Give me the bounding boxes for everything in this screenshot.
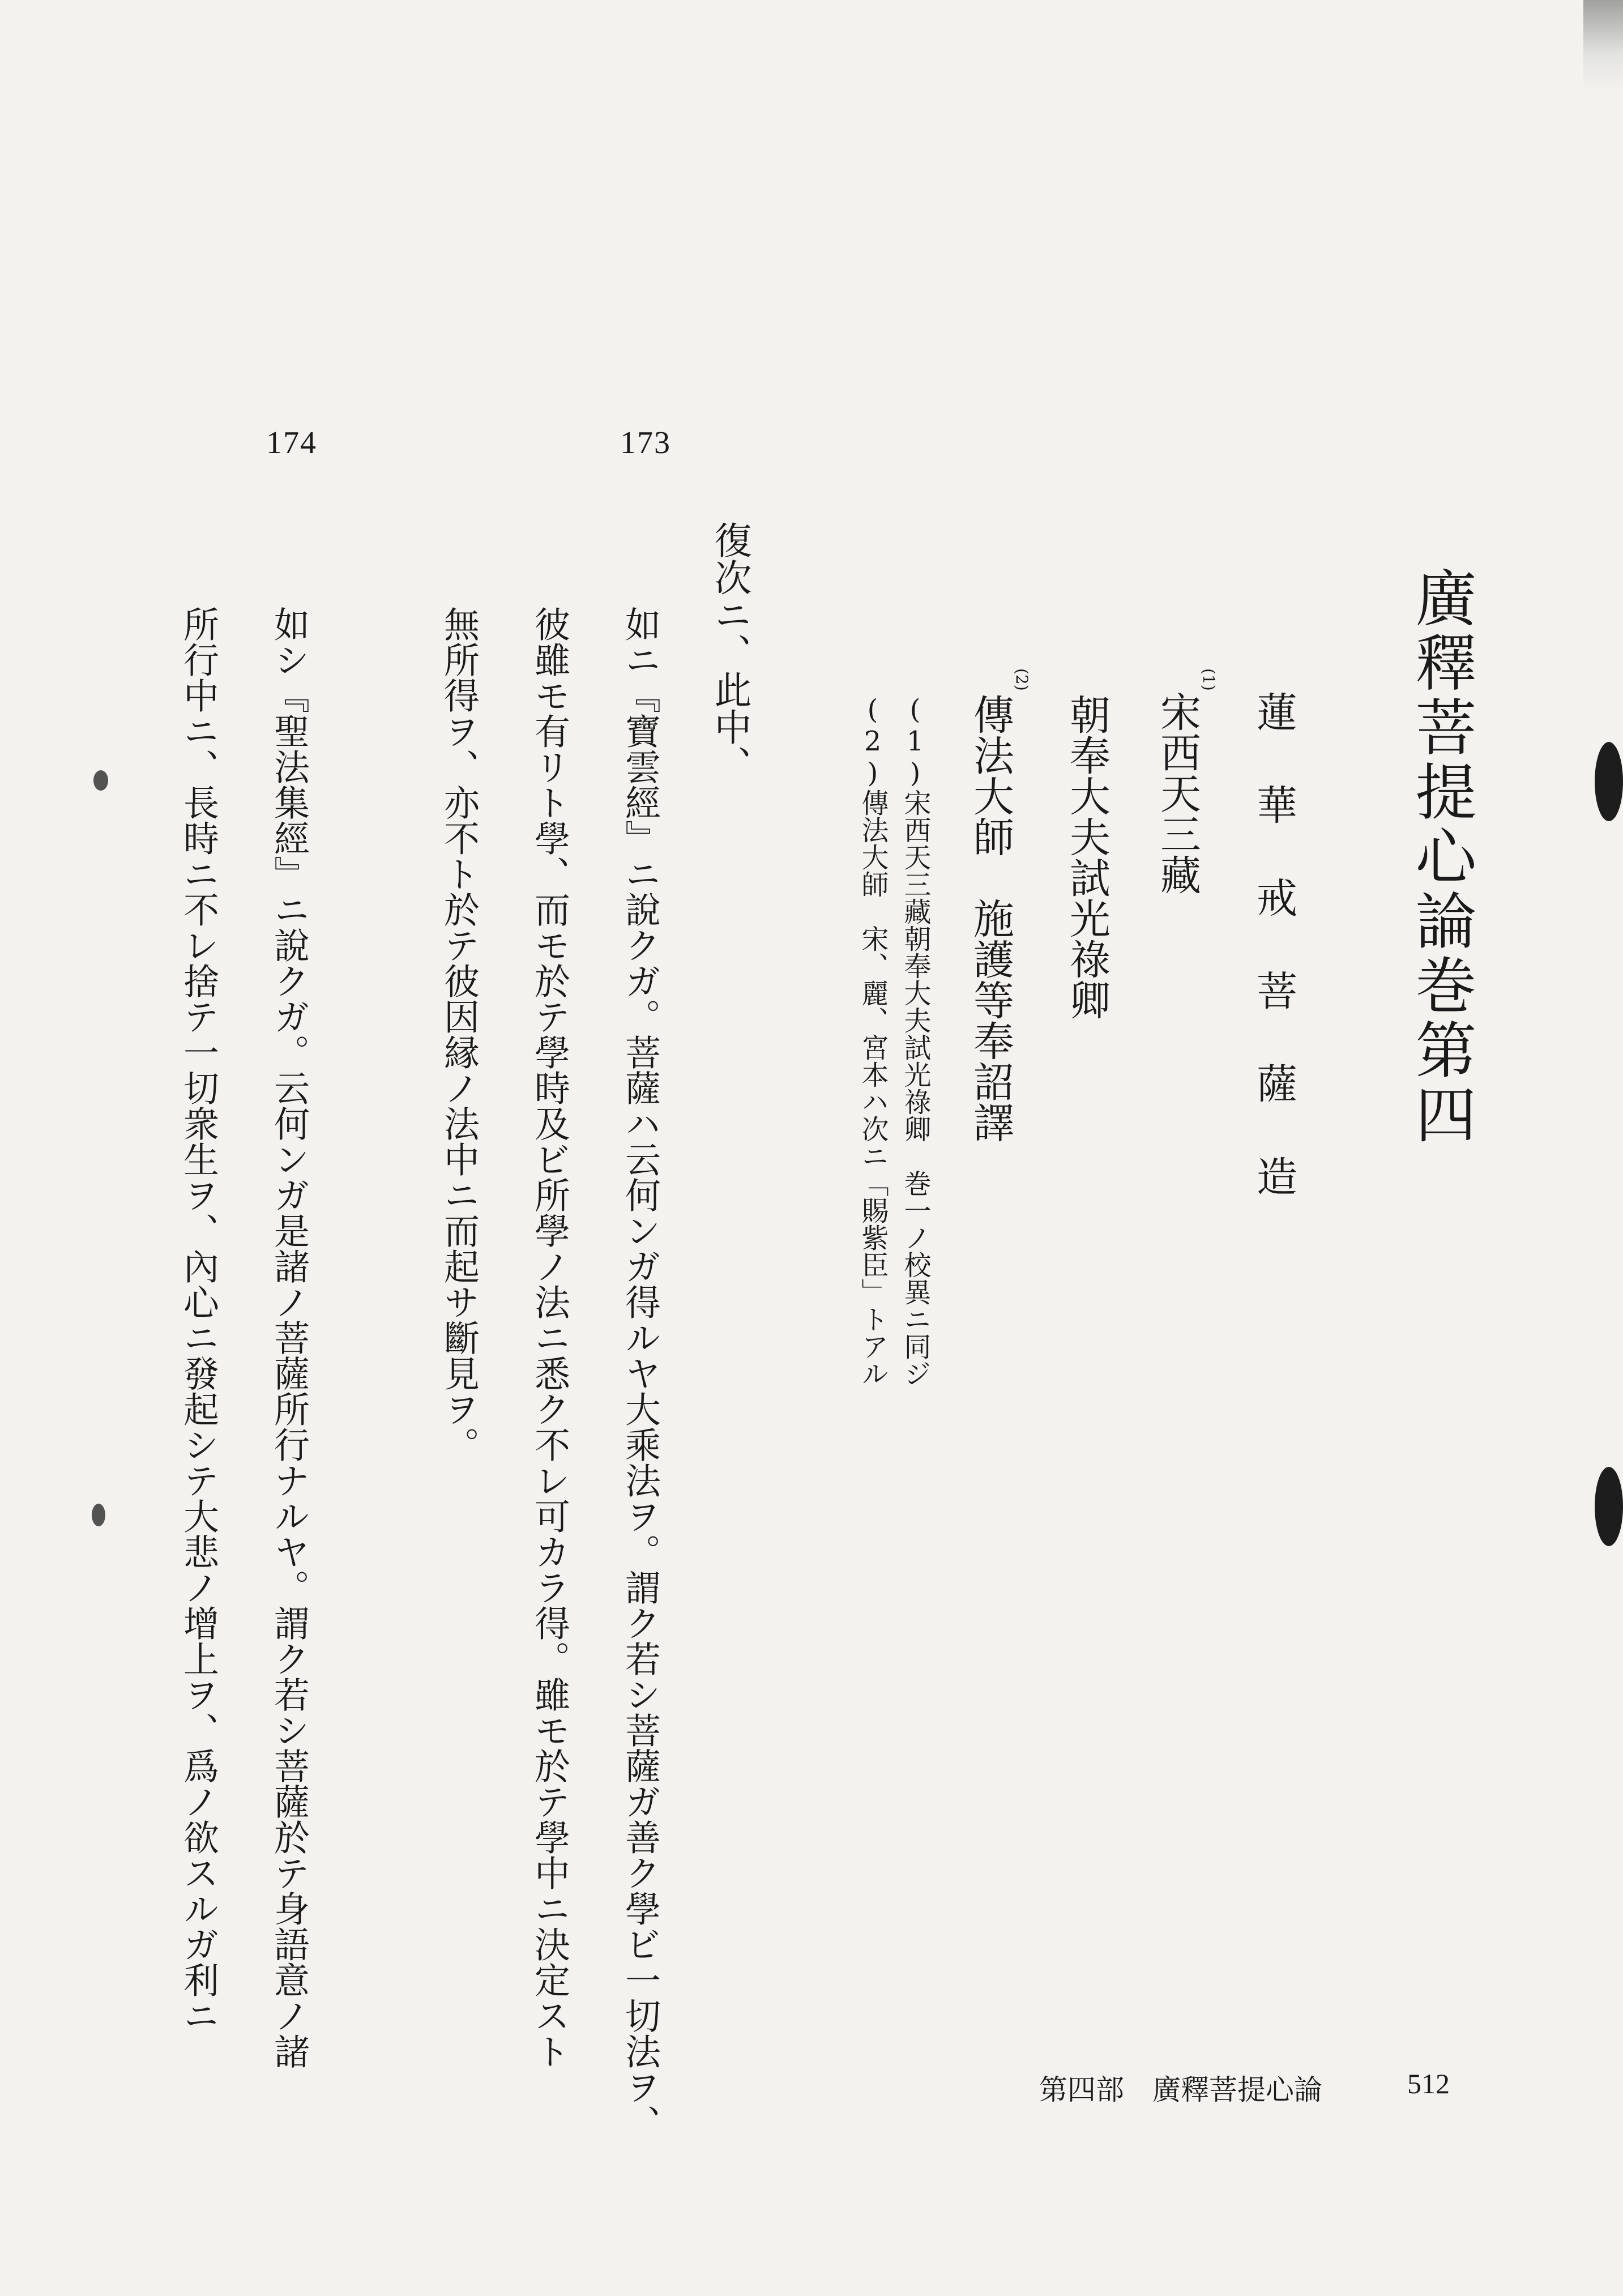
footnote: (2)傳法大師 宋、麗、宮本ハ次ニ「賜紫臣」トアル [857, 694, 889, 1387]
body-line: 彼雖モ有リト學、而モ於テ學時及ビ所學ノ法ニ悉ク不レ可カラ得。雖モ於テ學中ニ決定スト [529, 606, 570, 2069]
author-line: 蓮 華 戒 菩 薩 造 [1250, 691, 1297, 1198]
binding-hole [1595, 742, 1623, 821]
page-title: 廣釋菩提心論巻第四 [1405, 566, 1476, 1147]
body-line: 如シ『聖法集經』ニ說クガ。云何ンガ是諸ノ菩薩所行ナルヤ。謂ク若シ菩薩於テ身語意ノ諸 [268, 606, 310, 2069]
body-line: 復次ニ、此中、 [708, 521, 751, 783]
translator-line-2: 朝奉大夫試光祿卿 [1063, 694, 1111, 1020]
translator-note-1: (1) [1199, 668, 1218, 691]
binding-hole [1595, 1467, 1623, 1546]
line-number: 174 [266, 425, 317, 460]
line-number: 173 [620, 425, 671, 460]
body-line: 所行中ニ、長時ニ不レ捨テ一切衆生ヲ、內心ニ發起シテ大悲ノ增上ヲ、爲ノ欲スルガ利ニ [178, 606, 219, 2033]
scan-speck [93, 770, 108, 791]
translator-line-3: 傳法大師 施護等奉詔譯 [967, 694, 1014, 1142]
footer-section-title: 第四部 廣釋菩提心論 [1039, 2074, 1322, 2106]
body-line: 無所得ヲ、亦不ト於テ彼因縁ノ法中ニ而起サ斷見ヲ。 [438, 606, 480, 1462]
footer-page-number: 512 [1407, 2068, 1450, 2099]
scan-speck [92, 1504, 105, 1526]
body-line: 如ニ『寶雲經』ニ說クガ。菩薩ハ云何ンガ得ルヤ大乘法ヲ。謂ク若シ菩薩ガ善ク學ビ一切法ヲ、 [620, 606, 661, 2140]
translator-note-2: (2) [1013, 668, 1031, 691]
scan-corner-shadow [1583, 0, 1623, 91]
translator-line-1: 宋西天三藏 [1154, 691, 1201, 895]
footnote: (1)宋西天三藏朝奉大夫試光祿卿 巻一ノ校異ニ同ジ [899, 694, 931, 1387]
